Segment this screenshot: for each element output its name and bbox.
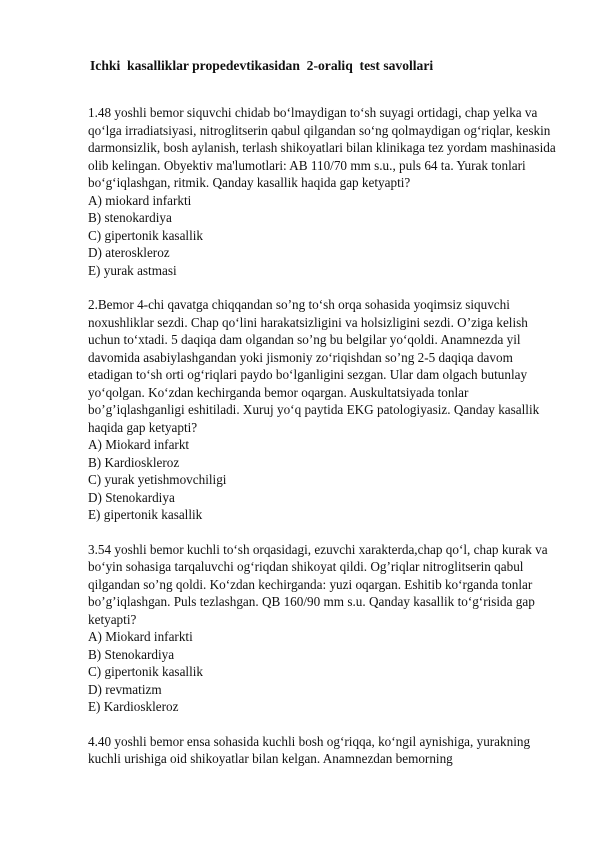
answer-option-a: A) Miokard infarkti [88, 629, 193, 644]
answer-option-d: D) Stenokardiya [88, 489, 175, 505]
answer-option-b: B) stenokardiya [88, 210, 172, 225]
question-3 [88, 541, 558, 716]
document-title: Ichki kasalliklar propedevtikasidan 2-oraliq test savollari [90, 58, 434, 73]
answer-option-c: C) yurak yetishmovchiligi [88, 472, 227, 487]
answer-option-e: E) yurak astmasi [88, 262, 177, 278]
answer-option-d: D) revmatizm [88, 681, 162, 697]
answer-option-a: A) Miokard infarkt [88, 437, 190, 452]
answer-option-e: E) gipertonik kasallik [88, 507, 203, 522]
question-1 [88, 104, 558, 279]
answer-option-c: C) gipertonik kasallik [88, 227, 204, 243]
answer-options [88, 436, 558, 524]
answer-options [88, 192, 558, 280]
question-2 [88, 296, 558, 524]
question-4 [88, 733, 558, 768]
answer-option-d: D) ateroskleroz [88, 245, 170, 260]
answer-options [88, 628, 558, 716]
question-text: 3.54 yoshli bemor kuchli to‘sh orqasidagi, ezuvchi xarakterda,chap qo‘l, chap kurak va bo‘yin sohasiga tarqaluvchi og‘riqdan shikoyat qildi. Og’riqlar nitroglitserin qabul qilgandan so’ng qoldi. Ko‘zdan kechirganda: yuzi oqargan. Eshitib ko‘rganda tonlar bo’g’iqlashgan. Puls tezlashgan. QB 160/90 mm s.u. Qanday kasallik to‘g‘risida gap ketyapti? [88, 541, 548, 627]
answer-option-b: B) Stenokardiya [88, 646, 175, 662]
answer-option-c: C) gipertonik kasallik [88, 664, 204, 679]
answer-option-b: B) Kardioskleroz [88, 454, 180, 470]
question-text: 2.Bemor 4-chi qavatga chiqqandan so’ng to‘sh orqa sohasida yoqimsiz siquvchi noxushliklar sezdi. Chap qo‘lini harakatsizligini va holsizligini sezdi. O’ziga kelish uchun to‘xtadi. 5 daqiqa dam olgandan so’ng bu belgilar yo‘qoldi. Anamnezda yil davomida asabiylashgandan yoki jismoniy zo‘riqishdan so’ng 2-5 daqiqa davom etadigan to‘sh orti og‘riqlari paydo bo‘lganligini sezgan. Ular dam olgach butunlay yo‘qolgan. Ko‘zdan kechirganda bemor oqargan. Auskultatsiyada tonlar bo’g’iqlashganligi eshitiladi. Xuruj yo‘q paytida EKG patologiyasiz. Qanday kasallik haqida gap ketyapti? [88, 297, 540, 435]
answer-option-e: E) Kardioskleroz [88, 699, 179, 714]
answer-option-a: A) miokard infarkti [88, 192, 192, 208]
question-text: 1.48 yoshli bemor siquvchi chidab bo‘lmaydigan to‘sh suyagi ortidagi, chap yelka va qo‘lga irradiatsiyasi, nitroglitserin qabul qilgandan so‘ng qolmaydigan og‘riqlar, keskin darmonsizlik, bosh aylanish, terlash shikoyatlari bilan klinikaga tez yordam mashinasida olib kelingan. Obyektiv ma'lumotlari: AB 110/70 mm s.u., puls 64 ta. Yurak tonlari bo‘g‘iqlashgan, ritmik. Qanday kasallik haqida gap ketyapti? [88, 105, 556, 190]
question-list [88, 104, 558, 785]
question-text: 4.40 yoshli bemor ensa sohasida kuchli bosh og‘riqqa, ko‘ngil aynishiga, yurakning kuchli urishiga oid shikoyatlar bilan kelgan. Anamnezdan bemorning [88, 733, 531, 766]
